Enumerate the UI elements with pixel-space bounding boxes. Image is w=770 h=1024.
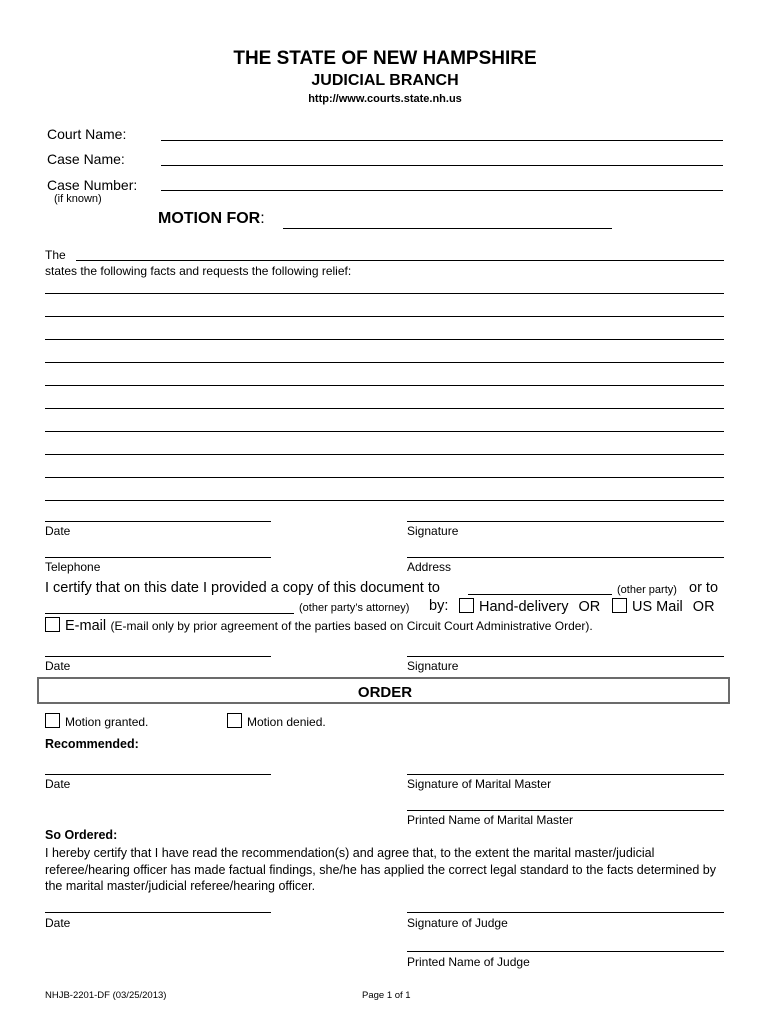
party-field[interactable] <box>76 260 724 261</box>
master-signature-field[interactable] <box>407 774 724 775</box>
address-field[interactable] <box>407 557 724 558</box>
page-subtitle: JUDICIAL BRANCH <box>311 72 459 89</box>
if-known-note: (if known) <box>54 193 102 205</box>
motion-for-field[interactable] <box>283 228 612 229</box>
order-title: ORDER <box>357 684 413 701</box>
certify-text: I certify that on this date I provided a copy of this document to <box>45 580 440 596</box>
attorney-label: (other party’s attorney) <box>299 602 410 614</box>
hand-delivery-checkbox[interactable] <box>459 598 474 613</box>
page-title: THE STATE OF NEW HAMPSHIRE <box>233 48 537 69</box>
attorney-field[interactable] <box>45 613 294 614</box>
master-date-label: Date <box>45 777 71 791</box>
states-label: states the following facts and requests the following relief: <box>45 264 352 278</box>
case-number-field[interactable] <box>161 190 723 191</box>
master-printed-name-field[interactable] <box>407 810 724 811</box>
court-name-field[interactable] <box>161 140 723 141</box>
certify-date-label: Date <box>45 659 71 673</box>
address-label: Address <box>407 560 452 574</box>
judge-printed-name-field[interactable] <box>407 951 724 952</box>
certify-signature-label: Signature <box>407 659 459 673</box>
master-date-field[interactable] <box>45 774 271 775</box>
case-name-field[interactable] <box>161 165 723 166</box>
other-party-field[interactable] <box>468 594 612 595</box>
email-checkbox[interactable] <box>45 617 60 632</box>
relief-line[interactable] <box>45 431 724 432</box>
case-name-label: Case Name: <box>47 151 125 167</box>
motion-denied-option[interactable]: Motion denied. <box>227 713 326 729</box>
motion-denied-checkbox[interactable] <box>227 713 242 728</box>
us-mail-option[interactable]: US Mail OR <box>612 598 715 615</box>
hand-delivery-option[interactable]: Hand-delivery OR <box>459 598 600 615</box>
signature-field[interactable] <box>407 521 724 522</box>
relief-line[interactable] <box>45 454 724 455</box>
telephone-label: Telephone <box>45 560 101 574</box>
relief-line[interactable] <box>45 339 724 340</box>
relief-line[interactable] <box>45 293 724 294</box>
relief-line[interactable] <box>45 385 724 386</box>
case-number-label: Case Number: <box>47 177 138 193</box>
telephone-field[interactable] <box>45 557 271 558</box>
recommended-label: Recommended: <box>45 737 139 751</box>
master-printed-name-label: Printed Name of Marital Master <box>407 813 574 827</box>
date-label: Date <box>45 524 71 538</box>
the-label: The <box>45 248 66 262</box>
form-id: NHJB-2201-DF (03/25/2013) <box>45 990 167 1001</box>
email-note: (E-mail only by prior agreement of the parties based on Circuit Court Administrative Order) <box>110 619 590 633</box>
email-option[interactable]: E-mail (E-mail only by prior agreement of the parties based on Circuit Court Administrative Order). <box>45 617 593 635</box>
relief-line[interactable] <box>45 362 724 363</box>
relief-line[interactable] <box>45 500 724 501</box>
relief-line[interactable] <box>45 477 724 478</box>
date-field[interactable] <box>45 521 271 522</box>
master-signature-label: Signature of Marital Master <box>407 777 552 791</box>
or-to-label: or to <box>689 580 719 596</box>
judge-signature-field[interactable] <box>407 912 724 913</box>
motion-granted-checkbox[interactable] <box>45 713 60 728</box>
judge-certify-text: I hereby certify that I have read the recommendation(s) and agree that, to the extent the marital master/judicial referee/hearing officer has made factual findings, she/he has applied the correct legal standard to the facts determined by the marital master/judicial referee/hearing officer. <box>45 846 717 893</box>
judge-date-field[interactable] <box>45 912 271 913</box>
judge-printed-name-label: Printed Name of Judge <box>407 955 530 969</box>
judge-signature-label: Signature of Judge <box>407 916 508 930</box>
signature-label: Signature <box>407 524 459 538</box>
page-number: Page 1 of 1 <box>362 990 411 1001</box>
certify-date-field[interactable] <box>45 656 271 657</box>
certify-signature-field[interactable] <box>407 656 724 657</box>
court-name-label: Court Name: <box>47 126 127 142</box>
judge-date-label: Date <box>45 916 71 930</box>
relief-line[interactable] <box>45 408 724 409</box>
court-url: http://www.courts.state.nh.us <box>308 93 462 105</box>
motion-granted-option[interactable]: Motion granted. <box>45 713 148 729</box>
so-ordered-label: So Ordered: <box>45 828 118 842</box>
motion-for-label: MOTION FOR: <box>158 210 265 227</box>
relief-line[interactable] <box>45 316 724 317</box>
by-label: by: <box>429 598 449 614</box>
us-mail-checkbox[interactable] <box>612 598 627 613</box>
other-party-label: (other party) <box>617 584 677 596</box>
